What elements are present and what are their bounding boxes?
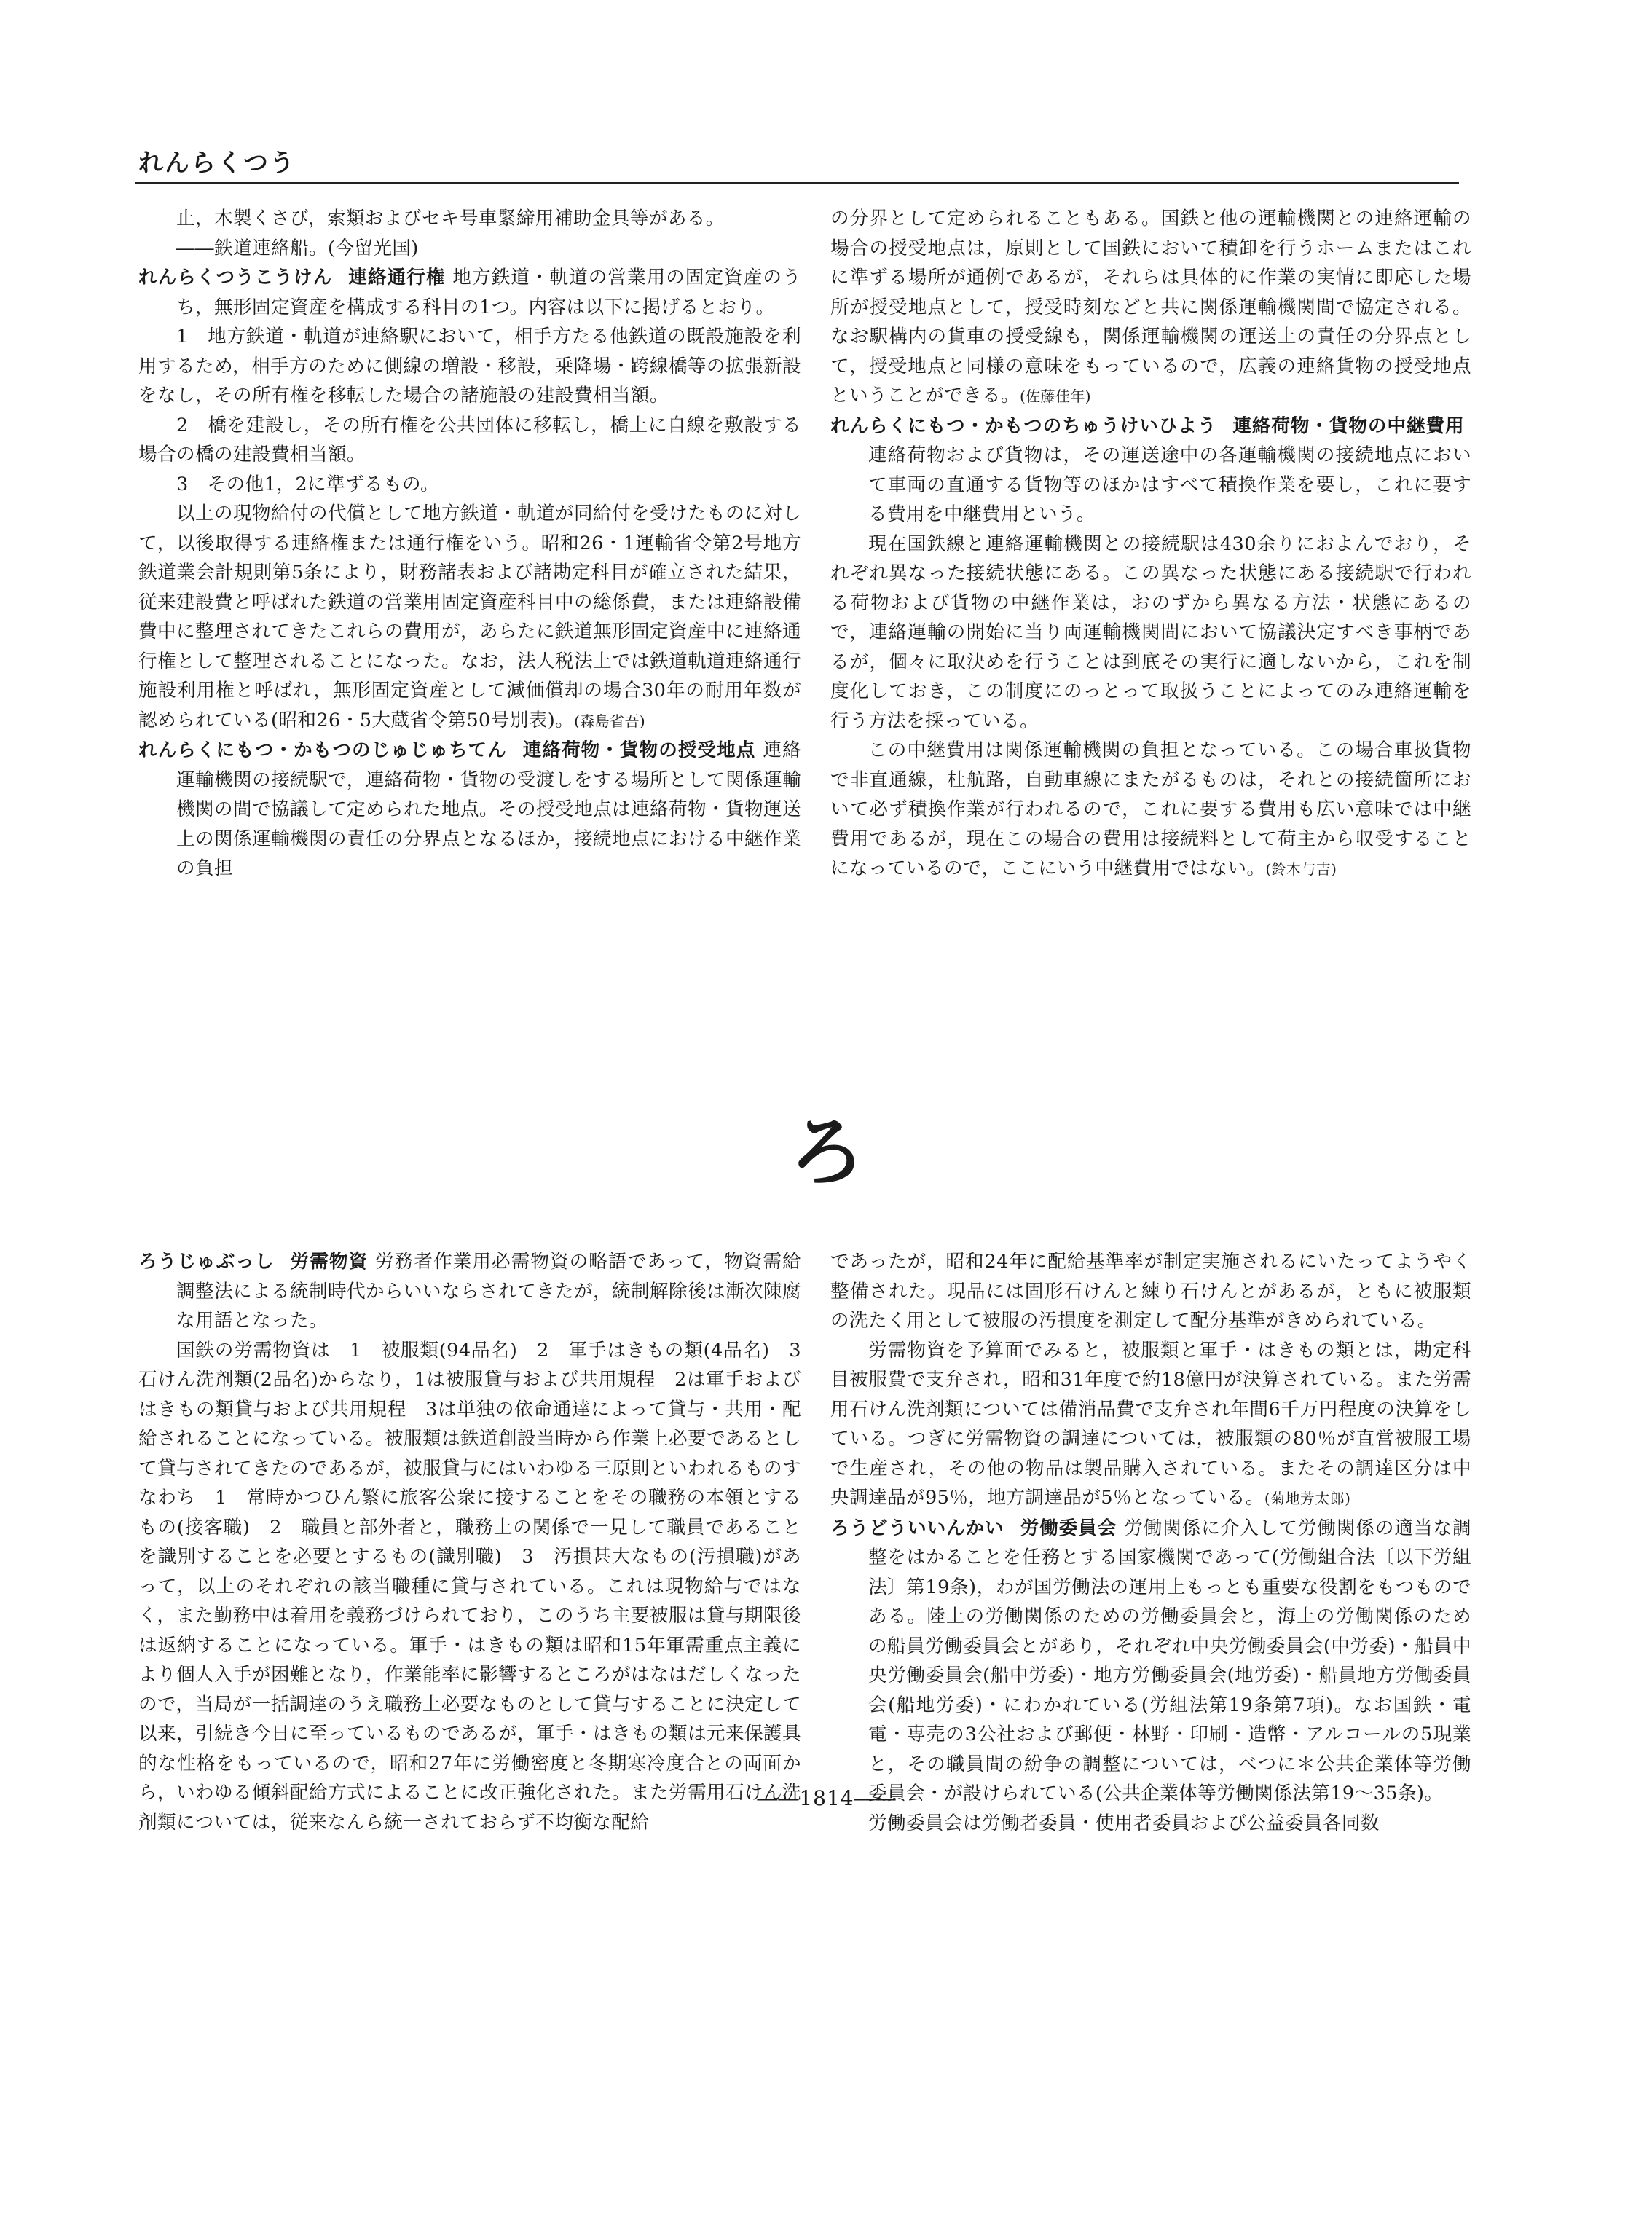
entry-reading: ろうどういいんかい	[830, 1517, 1004, 1539]
entry-term: 連絡通行権	[348, 267, 446, 288]
column-3	[138, 1247, 820, 1837]
page-number: ――1814――	[757, 1786, 897, 1810]
paragraph-text: 労需物資を予算面でみると，被服類と軍手・はきもの類とは，勘定科目被服費で支弁され，昭和31年度で約18億円が決算されている。また労需用石けん洗剤類については備消品費で支弁され年間6千万円程度の決算をしている。つぎに労需物資の調達については，被服類の80％が直営被服工場で生産され，その他の物品は製品購入されている。またその調達区分は中央調達品が95％，地方調達品が5％となっている。	[830, 1339, 1471, 1509]
entry-text: 地方鉄道・軌道の営業用の固定資産のうち，無形固定資産を構成する科目の1つ。内容は以下に掲げるとおり。	[176, 267, 801, 318]
entry-term: 連絡荷物・貨物の中継費用	[1232, 414, 1464, 437]
list-item-1: 1 地方鉄道・軌道が連絡駅において，相手方たる他鉄道の既設施設を利用するため，相手方のために側線の増設・移設，乗降場・跨線橋等の拡張新設をなし，その所有権を移転した場合の諸施設の建設費相当額。	[138, 326, 801, 406]
header-rule	[135, 182, 1459, 184]
paragraph: 止，木製くさび，索類およびセキ号車緊締用補助金具等がある。	[176, 208, 725, 229]
column-1	[138, 204, 801, 884]
entry-reading: れんらくにもつ・かもつのじゅじゅちてん	[138, 739, 507, 761]
entry-reading: ろうじゅぶっし	[138, 1251, 275, 1273]
author-signature: (菊地芳太郎)	[1264, 1490, 1351, 1507]
section-letter: ろ	[788, 1108, 865, 1197]
cross-reference	[138, 234, 801, 264]
entry-term: 労働委員会	[1020, 1517, 1117, 1539]
paragraph	[830, 736, 1471, 884]
list-item-2: 2 橋を建設し，その所有権を公共団体に移転し，橋上に自線を敷設する場合の橋の建設費相当額。	[138, 414, 801, 465]
author-signature: (森島省吾)	[574, 712, 646, 730]
entry-renraku-nimotsu-chuukeihiyou	[830, 412, 1471, 530]
entry-text: 連絡運輸機関の接続駅で，連絡荷物・貨物の受渡しをする場所として関係運輸機関の間で協議して定められた地点。その授受地点は連絡荷物・貨物運送上の関係運輸機関の責任の分界点となるほか，接続地点における中継作業の負担	[176, 739, 801, 879]
entry-text: 労働関係に介入して労働関係の適当な調整をはかることを任務とする国家機関であって(労働組合法〔以下労組法〕第19条)，わが国労働法の運用上もっとも重要な役割をもつものである。陸上の労働関係のための労働委員会と，海上の労働関係のための船員労働委員会とがあり，それぞれ中央労働委員会(中労委)・船員中央労働委員会(船中労委)・地方労働委員会(地労委)・船員地方労働委員会(船地労委)・にわかれている(労組法第19条第7項)。なお国鉄・電電・専売の3公社および郵便・林野・印刷・造幣・アルコールの5現業と，その職員間の紛争の調整については，べつに＊公共企業体等労働委員会・が設けられている(公共企業体等労働関係法第19～35条)。	[868, 1517, 1471, 1804]
entry-reading: れんらくつうこうけん	[138, 267, 333, 288]
paragraph	[830, 204, 1471, 412]
author-signature: (佐藤佳年)	[1019, 388, 1091, 405]
list-item-3: 3 その他1，2に準ずるもの。	[176, 473, 439, 495]
running-head: れんらくつう	[138, 149, 296, 178]
entry-renraku-tsuukouken	[138, 263, 801, 322]
paragraph-text: この中継費用は関係運輸機関の負担となっている。この場合車扱貨物で非直通線，杜航路，自動車線にまたがるものは，それとの接続箇所において必ず積換作業が行われるので，これに要する費用も広い意味では中継費用であるが，現在この場合の費用は接続料として荷主から収受することになっているので，ここにいう中継費用ではない。	[830, 739, 1471, 879]
entry-text: 労務者作業用必需物資の略語であって，物資需給調整法による統制時代からいいならされてきたが，統制解除後は漸次陳腐な用語となった。	[176, 1251, 801, 1332]
paragraph: 労働委員会は労働者委員・使用者委員および公益委員各同数	[868, 1812, 1380, 1834]
column-4	[830, 1247, 1471, 1838]
paragraph: 国鉄の労需物資は 1 被服類(94品名) 2 軍手はきもの類(4品名) 3 石けん洗剤類(2品名)からなり，1は被服貸与および共用規程 2は軍手およびはきもの類貸与および共用規程 3は単独の依命通達によって貸与・共用・配給されることになっている。被服類は鉄道創設当時から作業上必要であるとして貸与されてきたのであるが，被服貸与にはいわゆる三原則といわれるものすなわち 1 常時かつひん繁に旅客公衆に接することをその職務の本領とするもの(接客職) 2 職員と部外者と，職務上の関係で一見して職員であることを識別することを必要とするもの(識別職) 3 汚損甚大なもの(汚損職)があって，以上のそれぞれの該当職種に貸与されている。これは現物給与ではなく，また勤務中は着用を義務づけられており，このうち主要被服は貸与期限後は返納することになっている。軍手・はきもの類は昭和15年軍需重点主義により個人入手が困難となり，作業能率に影響するところがはなはだしくなったので，当局が一括調達のうえ職務上必要なものとして貸与することに決定して以来，引続き今日に至っているものであるが，軍手・はきもの類は元来保護具的な性格をもっているので，昭和27年に労働密度と冬期寒冷度合との両面から，いわゆる傾斜配給方式によることに改正強化された。また労需用石けん洗剤類については，従来なんら統一されておらず不均衡な配給	[138, 1339, 820, 1834]
entry-text: 連絡荷物および貨物は，その運送途中の各運輸機関の接続地点において車両の直通する貨物等のほかはすべて積換作業を要し，これに要する費用を中継費用という。	[868, 444, 1471, 525]
paragraph	[138, 499, 801, 736]
paragraph-text: 以上の現物給付の代償として地方鉄道・軌道が同給付を受けたものに対して，以後取得する連絡権または通行権をいう。昭和26・1運輸省令第2号地方鉄道業会計規則第5条により，財務諸表および諸勘定科目が確立された結果，従来建設費と呼ばれた鉄道の営業用固定資産科目中の総係費，または連絡設備費中に整理されてきたこれらの費用が，あらたに鉄道無形固定資産中に連絡通行権として整理されることになった。なお，法人税法上では鉄道軌道連絡通行施設利用権と呼ばれ，無形固定資産として減価償却の場合30年の耐用年数が認められている(昭和26・5大蔵省令第50号別表)。	[138, 503, 801, 731]
entry-reading: れんらくにもつ・かもつのちゅうけいひよう	[830, 414, 1217, 437]
author-signature: (鈴木与吉)	[1265, 860, 1337, 878]
entry-renraku-nimotsu-jujuchiten	[138, 736, 801, 884]
entry-roudouiinkai	[830, 1514, 1471, 1809]
paragraph-text: の分界として定められることもある。国鉄と他の運輸機関との連絡運輸の場合の授受地点は，原則として国鉄において積卸を行うホームまたはこれに準ずる場所が通例であるが，それらは具体的に作業の実情に即応した場所が授受地点として，授受時刻などと共に関係運輸機関間で協定される。なお駅構内の貨車の授受線も，関係運輸機関の運送上の責任の分界点として，授受地点と同様の意味をもっているので，広義の連絡貨物の授受地点ということができる。	[830, 208, 1471, 406]
paragraph: であったが，昭和24年に配給基準率が制定実施されるにいたってようやく整備された。現品には固形石けんと練り石けんとがあるが，ともに被服類の洗たく用として被服の汚損度を測定して配分基準がきめられている。	[830, 1251, 1471, 1332]
paragraph	[830, 1336, 1471, 1514]
column-2	[830, 204, 1471, 884]
entry-term: 連絡荷物・貨物の授受地点	[522, 739, 756, 761]
entry-term: 労需物資	[290, 1251, 369, 1273]
paragraph-text: ――鉄道連絡船。(今留光国)	[176, 237, 419, 259]
paragraph: 現在国鉄線と連絡運輸機関との接続駅は430余りにおよんでおり，それぞれ異なった接続状態にある。この異なった状態にある接続駅で行われる荷物および貨物の中継作業は，おのずから異なる方法・状態にあるので，連絡運輸の開始に当り両運輸機関間において協議決定すべき事柄であるが，個々に取決めを行うことは到底その実行に適しないから，これを制度化しておき，この制度にのっとって取扱うことによってのみ連絡運輸を行う方法を採っている。	[830, 533, 1471, 732]
entry-roujubusshi	[138, 1247, 801, 1336]
